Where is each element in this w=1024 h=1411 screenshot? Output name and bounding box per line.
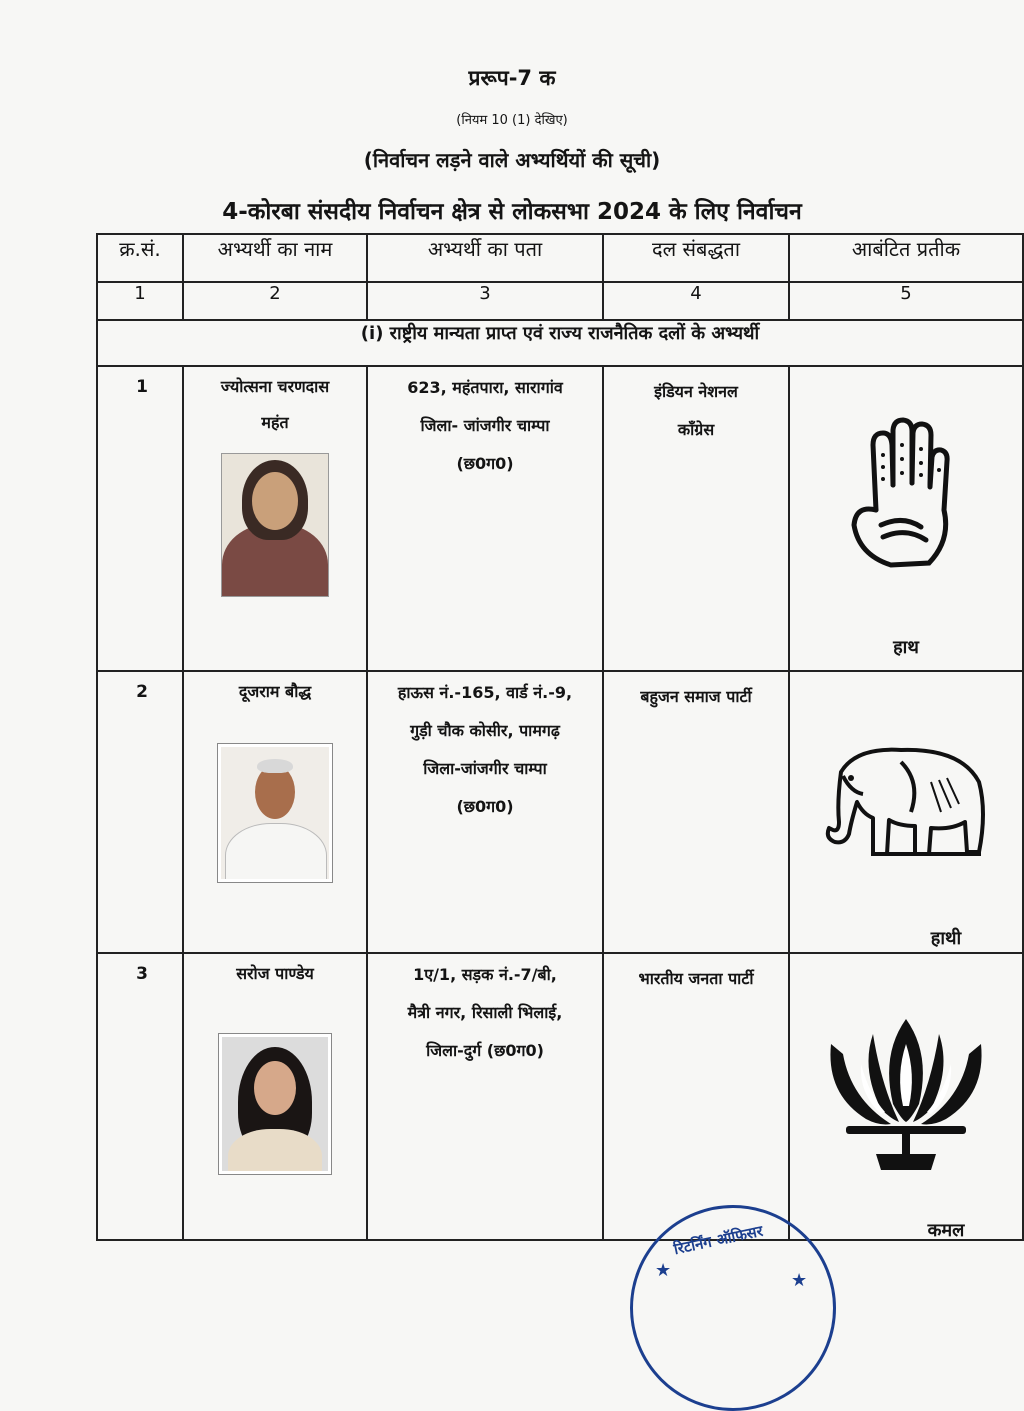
- table-row: [97, 671, 1023, 953]
- address-cell: [367, 366, 603, 671]
- section-row: [97, 320, 1023, 366]
- party-name: [604, 954, 788, 998]
- column-header: क्र.सं.: [97, 234, 183, 282]
- address-line: जिला- जांजगीर चाम्पा: [420, 416, 550, 435]
- rule-reference: (नियम 10 (1) देखिए): [456, 113, 568, 128]
- star-icon: ★: [791, 1270, 808, 1291]
- party-name: [604, 672, 788, 716]
- candidate-address: [368, 954, 602, 1070]
- column-header: आबंटित प्रतीक: [789, 234, 1023, 282]
- elephant-symbol-icon: [790, 742, 1022, 872]
- symbol-cell: [789, 366, 1023, 671]
- name-cell: [183, 953, 367, 1240]
- party-name: [604, 367, 788, 449]
- candidate-address: [368, 672, 602, 826]
- returning-officer-seal: [630, 1205, 836, 1411]
- column-header: अभ्यर्थी का पता: [367, 234, 603, 282]
- serial-number: 3: [136, 964, 148, 984]
- name-cell: [183, 671, 367, 953]
- candidate-name: [184, 954, 366, 992]
- serial-number: 2: [136, 682, 148, 702]
- candidate-photo: [218, 744, 332, 882]
- address-line: 1ए/1, सड़क नं.-7/बी,: [413, 965, 557, 984]
- table-row: [97, 366, 1023, 671]
- party-line: बहुजन समाज पार्टी: [640, 687, 752, 706]
- symbol-cell: [789, 953, 1023, 1240]
- table-row: [97, 953, 1023, 1240]
- election-title: 4-कोरबा संसदीय निर्वाचन क्षेत्र से लोकसभा 2024 के लिए निर्वाचन: [222, 199, 802, 225]
- serial-cell: [97, 671, 183, 953]
- star-icon: ★: [655, 1260, 672, 1281]
- address-line: मैत्री नगर, रिसाली भिलाई,: [407, 1003, 563, 1022]
- address-line: जिला-दुर्ग (छ0ग0): [426, 1041, 544, 1060]
- candidate-table: [96, 233, 1024, 1241]
- column-number: 4: [603, 282, 789, 320]
- address-cell: [367, 671, 603, 953]
- name-line: ज्योत्सना चरणदास: [220, 377, 330, 396]
- column-number: 3: [367, 282, 603, 320]
- column-number-row: [97, 282, 1023, 320]
- address-line: 623, महंतपारा, सारागांव: [407, 378, 563, 397]
- symbol-name: हाथी: [930, 928, 962, 949]
- column-number: 5: [789, 282, 1023, 320]
- address-line: हाऊस नं.-165, वार्ड नं.-9,: [397, 683, 573, 702]
- section-heading: (i) राष्ट्रीय मान्यता प्राप्त एवं राज्य राजनैतिक दलों के अभ्यर्थी: [97, 320, 1023, 366]
- party-line: भारतीय जनता पार्टी: [638, 969, 754, 988]
- symbol-name: हाथ: [893, 637, 919, 658]
- name-cell: [183, 366, 367, 671]
- candidate-photo: [219, 1034, 331, 1174]
- name-line: दूजराम बौद्ध: [238, 682, 312, 701]
- candidate-photo: [221, 453, 329, 597]
- serial-number: 1: [136, 377, 148, 397]
- address-line: जिला-जांजगीर चाम्पा: [423, 759, 547, 778]
- symbol-name: कमल: [927, 1220, 965, 1241]
- column-header: दल संबद्धता: [603, 234, 789, 282]
- candidate-name: [184, 367, 366, 441]
- form-number: प्ररूप-7 क: [468, 66, 556, 90]
- name-line: महंत: [261, 413, 289, 432]
- serial-cell: [97, 366, 183, 671]
- party-cell: [603, 366, 789, 671]
- symbol-cell: [789, 671, 1023, 953]
- party-cell: [603, 953, 789, 1240]
- column-header: अभ्यर्थी का नाम: [183, 234, 367, 282]
- column-number: 1: [97, 282, 183, 320]
- address-line: गुड़ी चौक कोसीर, पामगढ़: [410, 721, 560, 740]
- address-line: (छ0ग0): [456, 797, 514, 816]
- header-row: [97, 234, 1023, 282]
- serial-cell: [97, 953, 183, 1240]
- name-line: सरोज पाण्डेय: [236, 964, 314, 983]
- address-line: (छ0ग0): [456, 454, 514, 473]
- column-number: 2: [183, 282, 367, 320]
- hand-symbol-icon: [790, 415, 1022, 575]
- list-heading: (निर्वाचन लड़ने वाले अभ्यर्थियों की सूची): [363, 148, 661, 172]
- address-cell: [367, 953, 603, 1240]
- lotus-symbol-icon: [790, 1014, 1022, 1174]
- candidate-name: [184, 672, 366, 710]
- party-cell: [603, 671, 789, 953]
- party-line: कॉंग्रेस: [677, 420, 715, 439]
- seal-text: रिटर्निंग ऑफिसर: [672, 1221, 765, 1259]
- candidate-address: [368, 367, 602, 483]
- party-line: इंडियन नेशनल: [654, 382, 738, 401]
